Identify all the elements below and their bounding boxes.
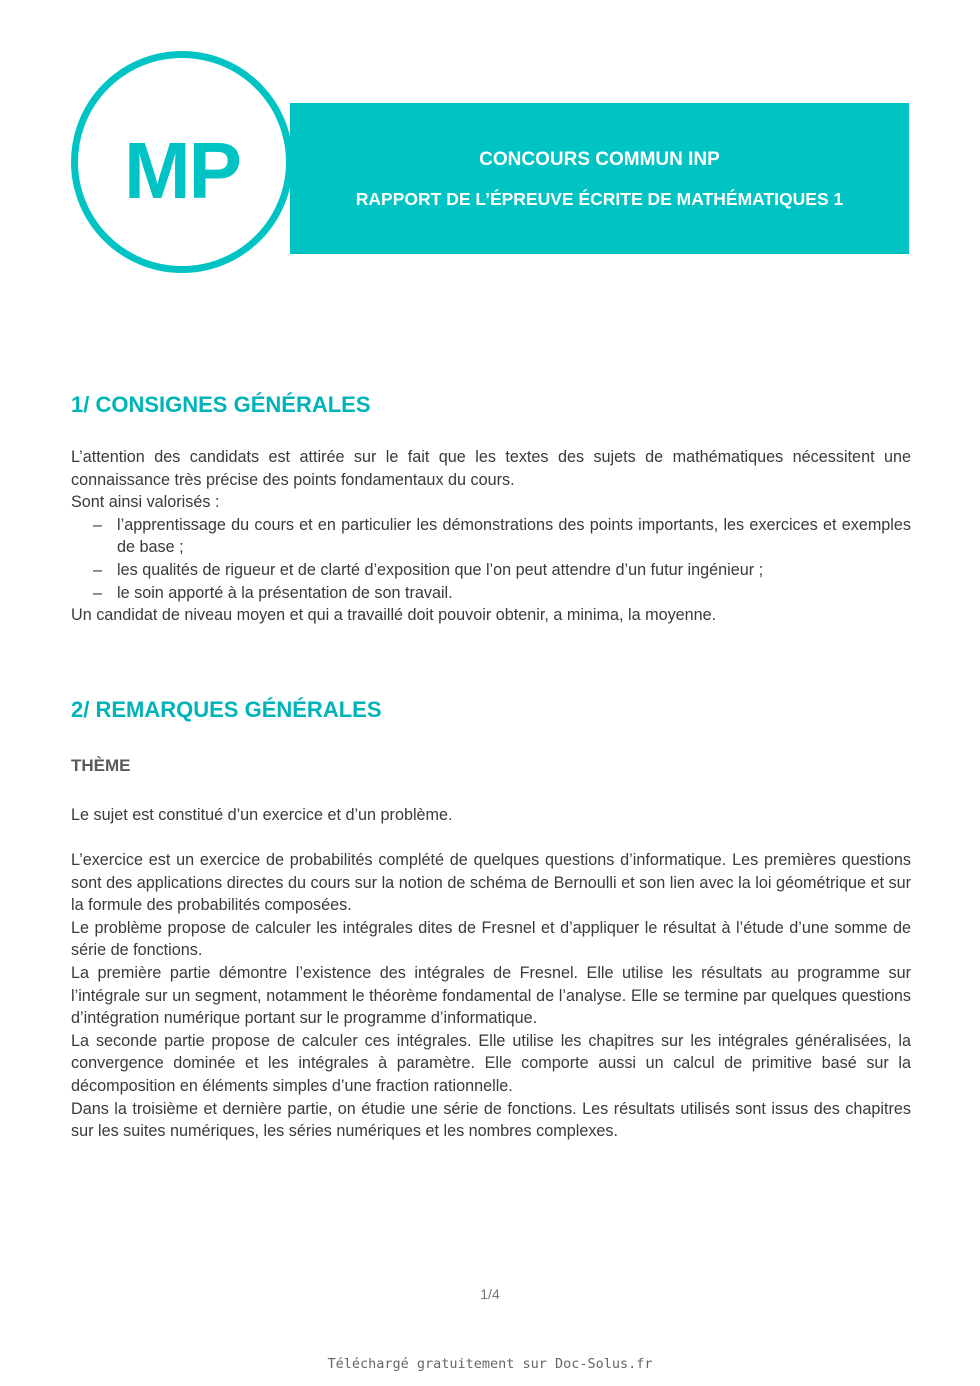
remarques-p3: Le problème propose de calculer les intégrales dites de Fresnel et d’appliquer le résultat à l’étude d’une somme de série de fonctions. (71, 918, 911, 960)
dash-bullet: – (93, 583, 103, 602)
remarques-p1: Le sujet est constitué d’un exercice et d’un problème. (71, 806, 453, 824)
remarques-p4: La première partie démontre l’existence des intégrales de Fresnel. Elle utilise les résultats au programme sur l’intégrale sur un segment, notamment le théorème fondamental de l’analyse. Elle se termine par quelques questions d’intégration numérique portant sur le programme d’informatique. (71, 963, 911, 1028)
list-item-text: l’apprentissage du cours et en particulier les démonstrations des points importants, les exercices et exemples de base ; (117, 515, 911, 557)
section-heading-remarques: 2/ REMARQUES GÉNÉRALES (71, 697, 382, 722)
mp-logo-text: MP (124, 126, 240, 215)
document-subtitle: RAPPORT DE L’ÉPREUVE ÉCRITE DE MATHÉMATIQUES 1 (355, 189, 844, 209)
section-consignes-body (71, 446, 911, 627)
list-item-text: le soin apporté à la présentation de son travail. (117, 583, 453, 602)
document-title: CONCOURS COMMUN INP (479, 149, 720, 170)
remarques-p6: Dans la troisième et dernière partie, on étudie une série de fonctions. Les résultats utilisés sont issus des chapitres sur les suites numériques, les séries numériques et les nombres complexes. (71, 1099, 911, 1141)
list-item-text: les qualités de rigueur et de clarté d’exposition que l’on peut attendre d’un futur ingénieur ; (117, 560, 764, 579)
subheading-theme: THÈME (71, 756, 131, 775)
dash-bullet: – (93, 515, 103, 534)
consignes-closing: Un candidat de niveau moyen et qui a travaillé doit pouvoir obtenir, a minima, la moyenne. (71, 606, 717, 625)
section-remarques-body (71, 849, 911, 1143)
consignes-list (71, 514, 911, 604)
list-item (71, 582, 911, 605)
section-heading-consignes: 1/ CONSIGNES GÉNÉRALES (71, 392, 371, 417)
list-item (71, 514, 911, 559)
consignes-lead: Sont ainsi valorisés : (71, 493, 220, 512)
remarques-p5: La seconde partie propose de calculer ces intégrales. Elle utilise les chapitres sur les intégrales généralisées, la convergence dominée et les intégrales à paramètre. Elle comporte aussi un calcul de primitive basé sur la décomposition en éléments simples d’une fraction rationnelle. (71, 1031, 911, 1095)
header-banner (290, 103, 909, 254)
dash-bullet: – (93, 560, 103, 579)
remarques-p2: L’exercice est un exercice de probabilités complété de quelques questions d’informatique. Les premières questions sont des applications directes du cours sur la notion de schéma de Bernoulli et son lien avec la loi géométrique et sur la formule des probabilités composées. (71, 851, 911, 915)
section-remarques-intro (71, 804, 911, 827)
mp-logo-circle (71, 51, 293, 273)
consignes-intro: L’attention des candidats est attirée sur le fait que les textes des sujets de mathématiques nécessitent une connaissance très précise des points fondamentaux du cours. (71, 448, 911, 489)
page-number: 1/4 (480, 1286, 500, 1302)
download-footer: Téléchargé gratuitement sur Doc-Solus.fr (327, 1356, 653, 1372)
list-item (71, 559, 911, 582)
